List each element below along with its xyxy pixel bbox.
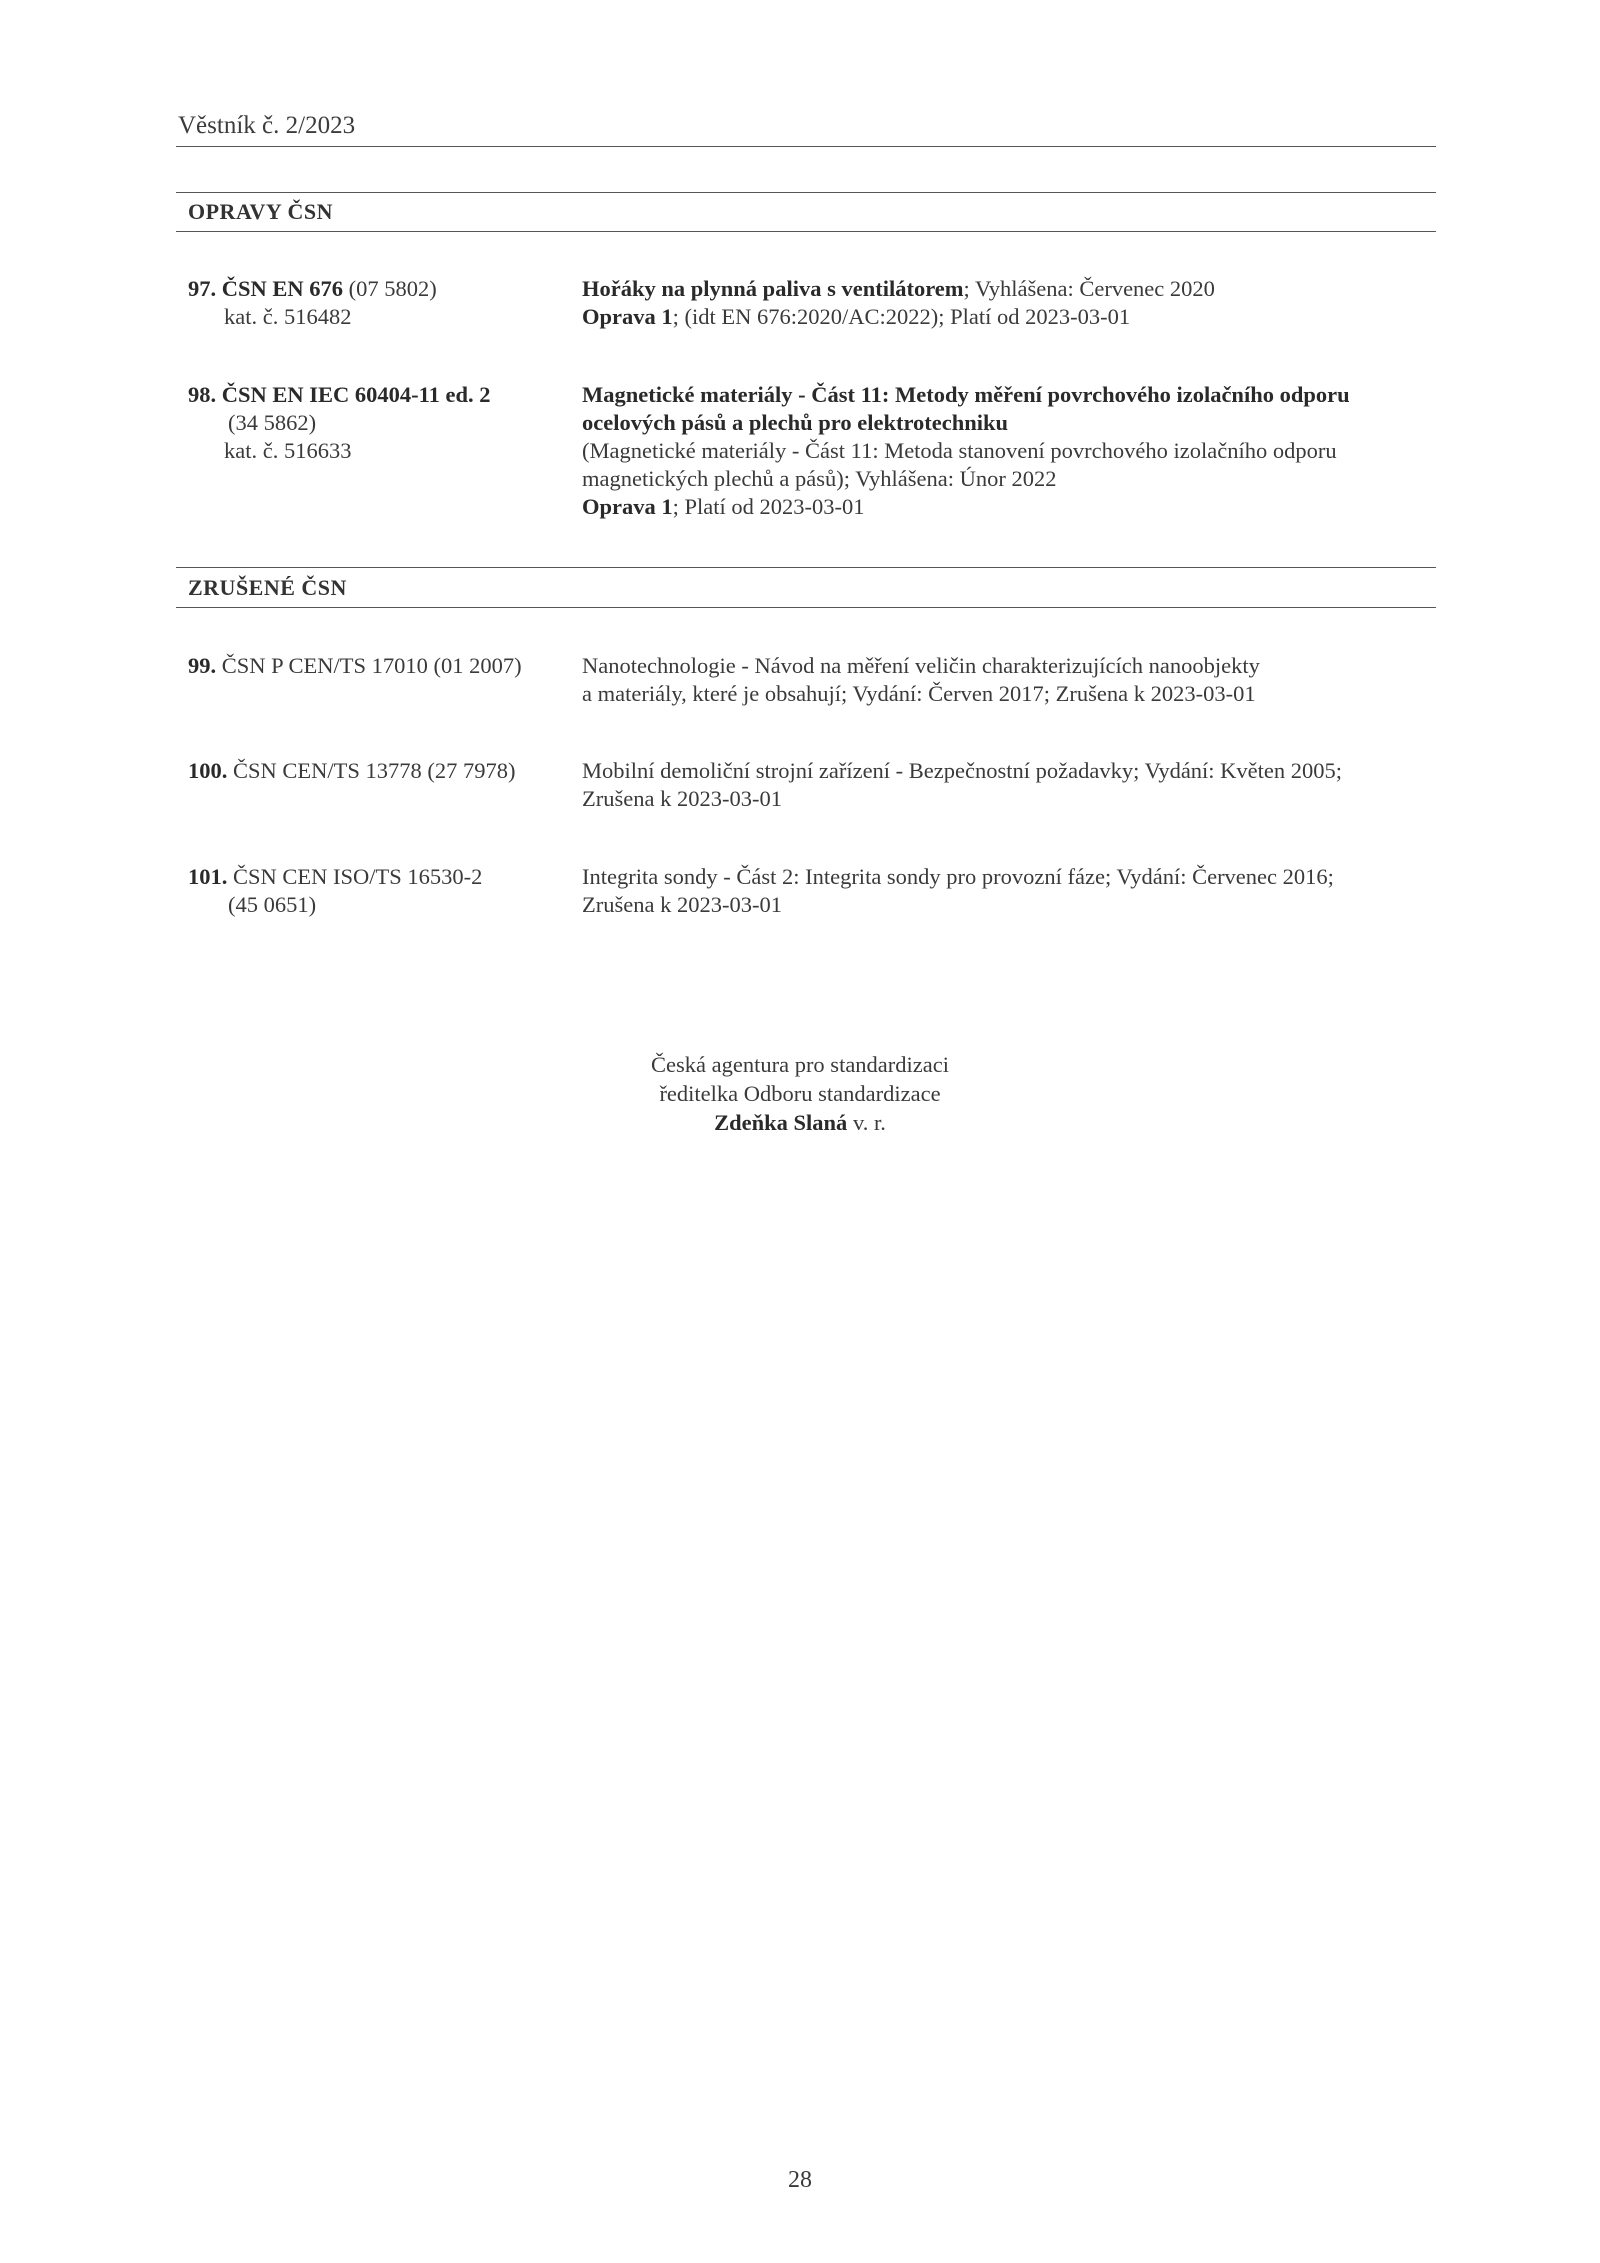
entry-description [582, 381, 1442, 521]
entry-number: 100. [188, 758, 228, 783]
entry-identifier [188, 863, 578, 919]
signature-block [0, 1050, 1600, 1137]
entry-number: 98. [188, 382, 217, 407]
entry-identifier [188, 757, 578, 785]
section-rule-bottom [176, 231, 1436, 232]
description-line [582, 381, 1442, 409]
standard-code: ČSN CEN/TS 13778 (27 7978) [227, 758, 516, 783]
catalog-number: kat. č. 516482 [224, 304, 352, 329]
entry-description [582, 275, 1442, 331]
standard-code: ČSN P CEN/TS 17010 (01 2007) [216, 653, 522, 678]
standard-title: Hořáky na plynná paliva s ventilátorem [582, 276, 964, 301]
description-text: (Magnetické materiály - Část 11: Metoda stanovení povrchového izolačního odporu [582, 438, 1337, 463]
description-line [582, 465, 1442, 493]
entry-code-line [188, 757, 578, 785]
page-number: 28 [788, 2167, 812, 2193]
description-line: Integrita sondy - Část 2: Integrita sondy pro provozní fáze; Vydání: Červenec 2016; [582, 864, 1334, 889]
standard-title: ocelových pásů a plechů pro elektrotechniku [582, 410, 1009, 435]
signatory-name: Zdeňka Slaná [714, 1110, 848, 1135]
entry-code-line [188, 275, 578, 303]
description-line: Mobilní demoliční strojní zařízení - Bezpečnostní požadavky; Vydání: Květen 2005; [582, 758, 1343, 783]
entry-code-line [188, 863, 578, 891]
class-code: (34 5862) [228, 410, 317, 435]
class-code: (07 5802) [343, 276, 437, 301]
description-text: magnetických plechů a pásů); Vyhlášena: Únor 2022 [582, 466, 1057, 491]
standard-code: ČSN EN IEC 60404-11 ed. 2 [221, 382, 491, 407]
entry-identifier [188, 652, 578, 680]
entry-code-line [188, 652, 578, 680]
entry-number: 101. [188, 864, 228, 889]
announcement-info: ; Vyhlášena: Červenec 2020 [963, 276, 1215, 301]
standard-code: ČSN EN 676 [221, 276, 344, 301]
entry-identifier [188, 381, 578, 465]
entry-description [582, 863, 1442, 919]
description-line: a materiály, které je obsahují; Vydání: Červen 2017; Zrušena k 2023-03-01 [582, 681, 1256, 706]
description-line [582, 437, 1442, 465]
entry-description [582, 757, 1442, 813]
entry-number: 99. [188, 653, 217, 678]
class-code: (45 0651) [228, 892, 317, 917]
entry-number: 97. [188, 276, 217, 301]
entry-code-line [188, 381, 578, 409]
standard-code: ČSN CEN ISO/TS 16530-2 [227, 864, 483, 889]
correction-info: ; (idt EN 676:2020/AC:2022); Platí od 2023-03-01 [672, 304, 1131, 329]
description-line [582, 409, 1442, 437]
description-line [582, 493, 1442, 521]
description-line: Zrušena k 2023-03-01 [582, 786, 782, 811]
header-rule [176, 146, 1436, 147]
section-rule-bottom [176, 607, 1436, 608]
entry-identifier [188, 275, 578, 331]
description-line: Nanotechnologie - Návod na měření veličin charakterizujících nanoobjekty [582, 653, 1260, 678]
correction-info: ; Platí od 2023-03-01 [672, 494, 865, 519]
correction-label: Oprava 1 [582, 494, 673, 519]
description-line [582, 303, 1442, 331]
section-title-corrections: OPRAVY ČSN [188, 199, 333, 224]
section-title-withdrawn: ZRUŠENÉ ČSN [188, 575, 347, 600]
section-rule-top [176, 192, 1436, 193]
signature-suffix: v. r. [847, 1110, 886, 1135]
bulletin-header: Věstník č. 2/2023 [178, 112, 356, 139]
catalog-number: kat. č. 516633 [224, 438, 352, 463]
standard-title: Magnetické materiály - Část 11: Metody měření povrchového izolačního odporu [582, 382, 1350, 407]
description-line: Zrušena k 2023-03-01 [582, 892, 782, 917]
agency-name: Česká agentura pro standardizaci [651, 1052, 949, 1077]
description-line [582, 275, 1442, 303]
section-rule-top [176, 567, 1436, 568]
signatory-role: ředitelka Odboru standardizace [659, 1081, 941, 1106]
signatory-line [0, 1108, 1600, 1137]
entry-description [582, 652, 1442, 708]
correction-label: Oprava 1 [582, 304, 673, 329]
